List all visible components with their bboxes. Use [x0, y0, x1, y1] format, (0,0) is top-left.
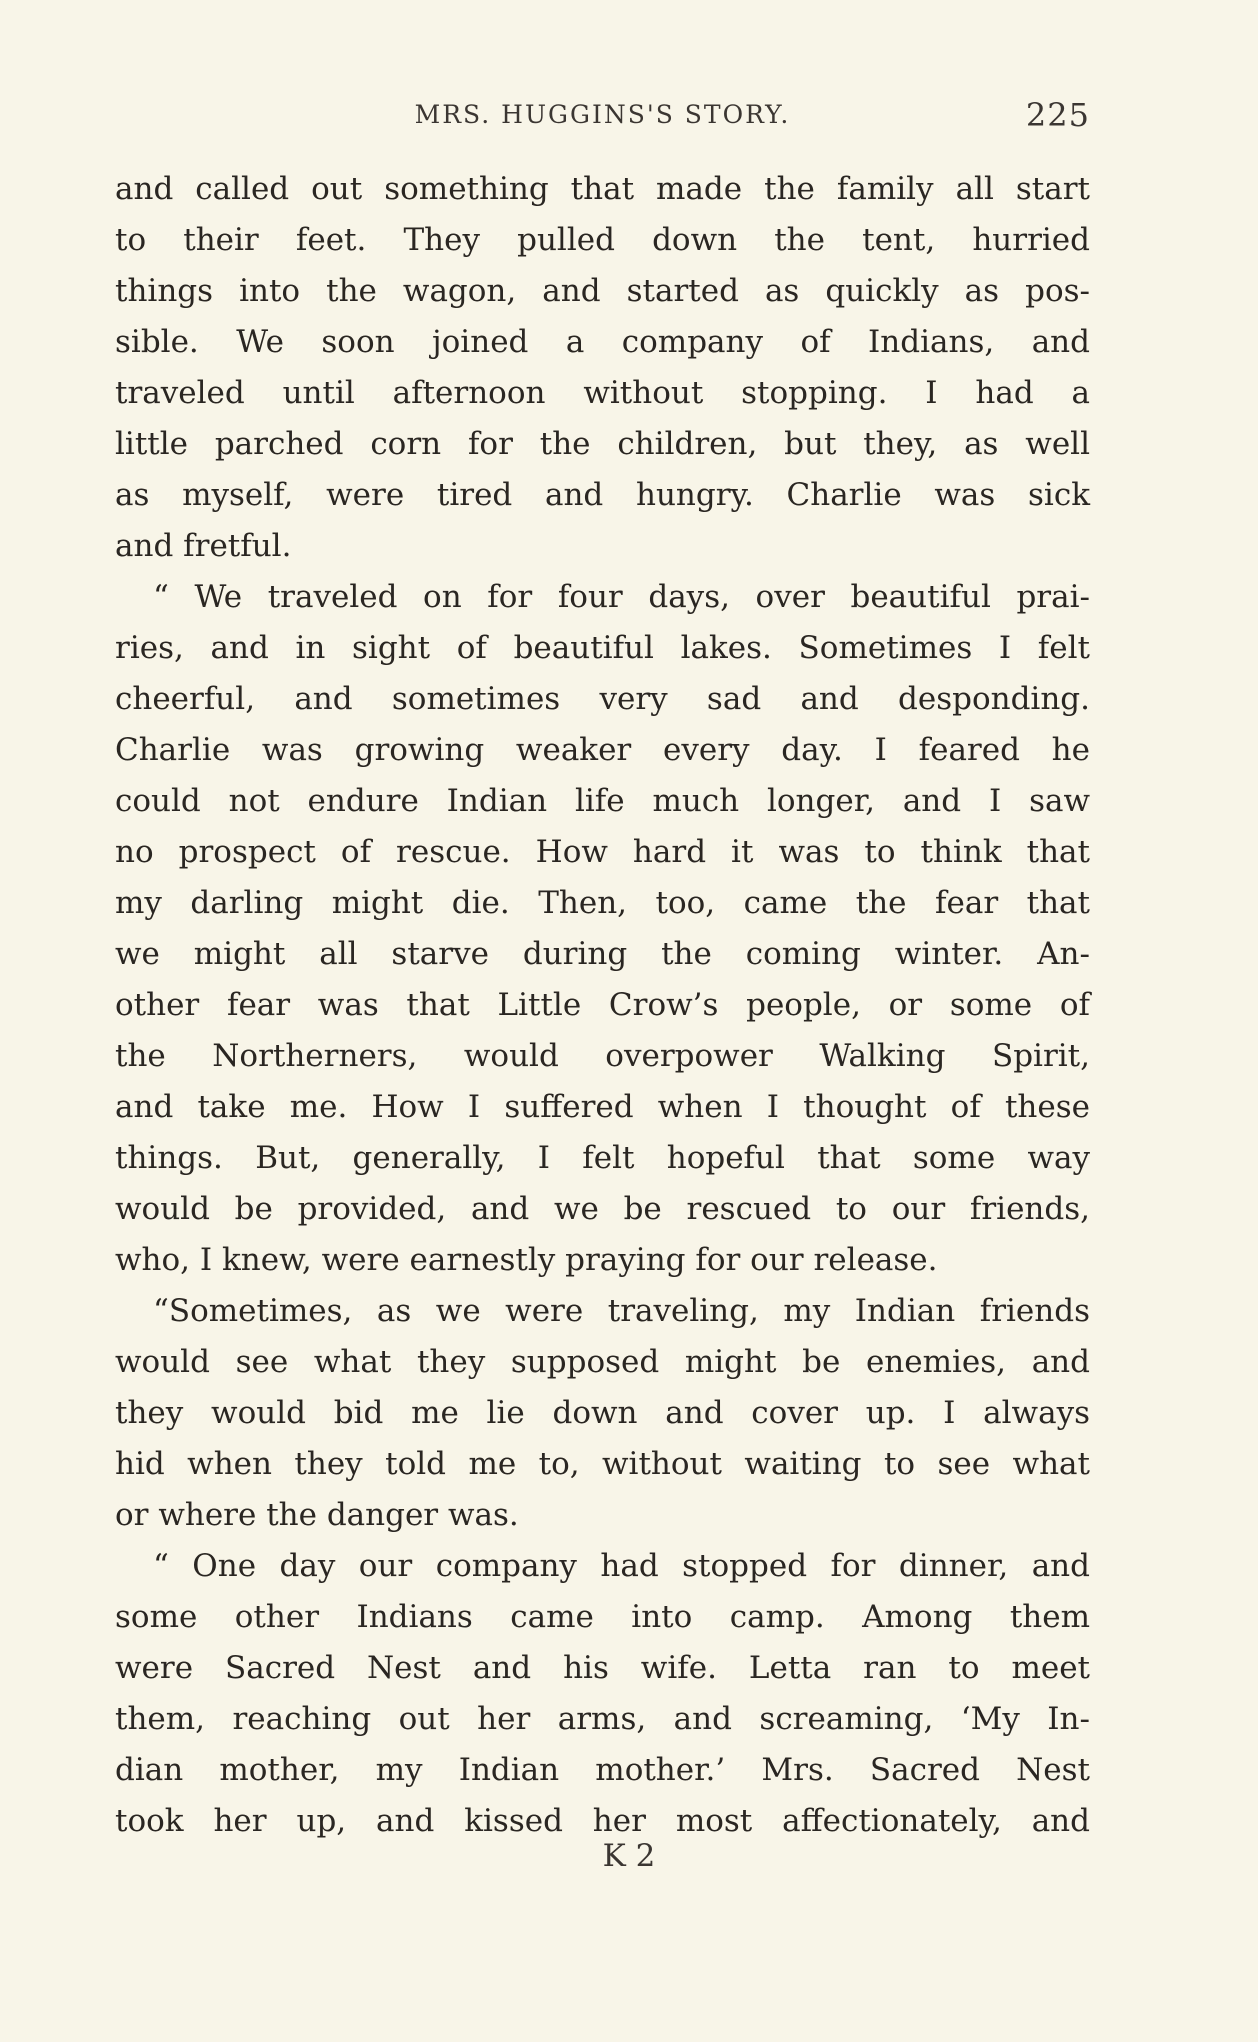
text-line: some other Indians came into camp. Among them — [115, 1599, 1090, 1635]
text-line: took her up, and kissed her most affectionately, and — [115, 1803, 1090, 1839]
text-line: and take me. How I suffered when I thought of these — [115, 1089, 1090, 1125]
text-line: hid when they told me to, without waiting to see what — [115, 1446, 1090, 1482]
text-line: and fretful. — [115, 528, 292, 564]
running-title: MRS. HUGGINS'S STORY. — [414, 100, 791, 129]
text-line: little parched corn for the children, but they, as well — [115, 426, 1090, 462]
text-line: could not endure Indian life much longer, and I saw — [115, 783, 1090, 819]
text-line: things. But, generally, I felt hopeful that some way — [115, 1140, 1090, 1176]
running-head — [115, 96, 1090, 140]
text-line: they would bid me lie down and cover up. I always — [115, 1395, 1090, 1431]
page-number: 225 — [1025, 96, 1090, 134]
text-line: them, reaching out her arms, and screaming, ‘My In- — [115, 1701, 1090, 1737]
text-line: “Sometimes, as we were traveling, my Indian friends — [153, 1293, 1090, 1329]
text-line: Charlie was growing weaker every day. I feared he — [115, 732, 1090, 768]
body-text — [115, 164, 1090, 1847]
text-line: other fear was that Little Crow’s people, or some of — [115, 987, 1090, 1023]
text-line: who, I knew, were earnestly praying for our release. — [115, 1242, 938, 1278]
text-line: ries, and in sight of beautiful lakes. Sometimes I felt — [115, 630, 1090, 666]
text-line: things into the wagon, and started as quickly as pos- — [115, 273, 1090, 309]
signature-mark: K 2 — [602, 1838, 656, 1874]
text-line: my darling might die. Then, too, came the fear that — [115, 885, 1090, 921]
text-line: “ One day our company had stopped for dinner, and — [153, 1548, 1090, 1584]
text-line: traveled until afternoon without stopping. I had a — [115, 375, 1090, 411]
text-line: no prospect of rescue. How hard it was to think that — [115, 834, 1090, 870]
text-line: “ We traveled on for four days, over beautiful prai- — [153, 579, 1090, 615]
text-line: or where the danger was. — [115, 1497, 519, 1533]
text-line: sible. We soon joined a company of Indians, and — [115, 324, 1090, 360]
text-line: would see what they supposed might be enemies, and — [115, 1344, 1090, 1380]
text-line: cheerful, and sometimes very sad and desponding. — [115, 681, 1090, 717]
text-line: the Northerners, would overpower Walking Spirit, — [115, 1038, 1090, 1074]
text-line: as myself, were tired and hungry. Charlie was sick — [115, 477, 1090, 513]
text-line: we might all starve during the coming winter. An- — [115, 936, 1090, 972]
text-line: to their feet. They pulled down the tent, hurried — [115, 222, 1090, 258]
text-line: would be provided, and we be rescued to our friends, — [115, 1191, 1090, 1227]
text-line: were Sacred Nest and his wife. Letta ran to meet — [115, 1650, 1090, 1686]
text-line: dian mother, my Indian mother.’ Mrs. Sacred Nest — [115, 1752, 1090, 1788]
text-line: and called out something that made the family all start — [115, 171, 1090, 207]
